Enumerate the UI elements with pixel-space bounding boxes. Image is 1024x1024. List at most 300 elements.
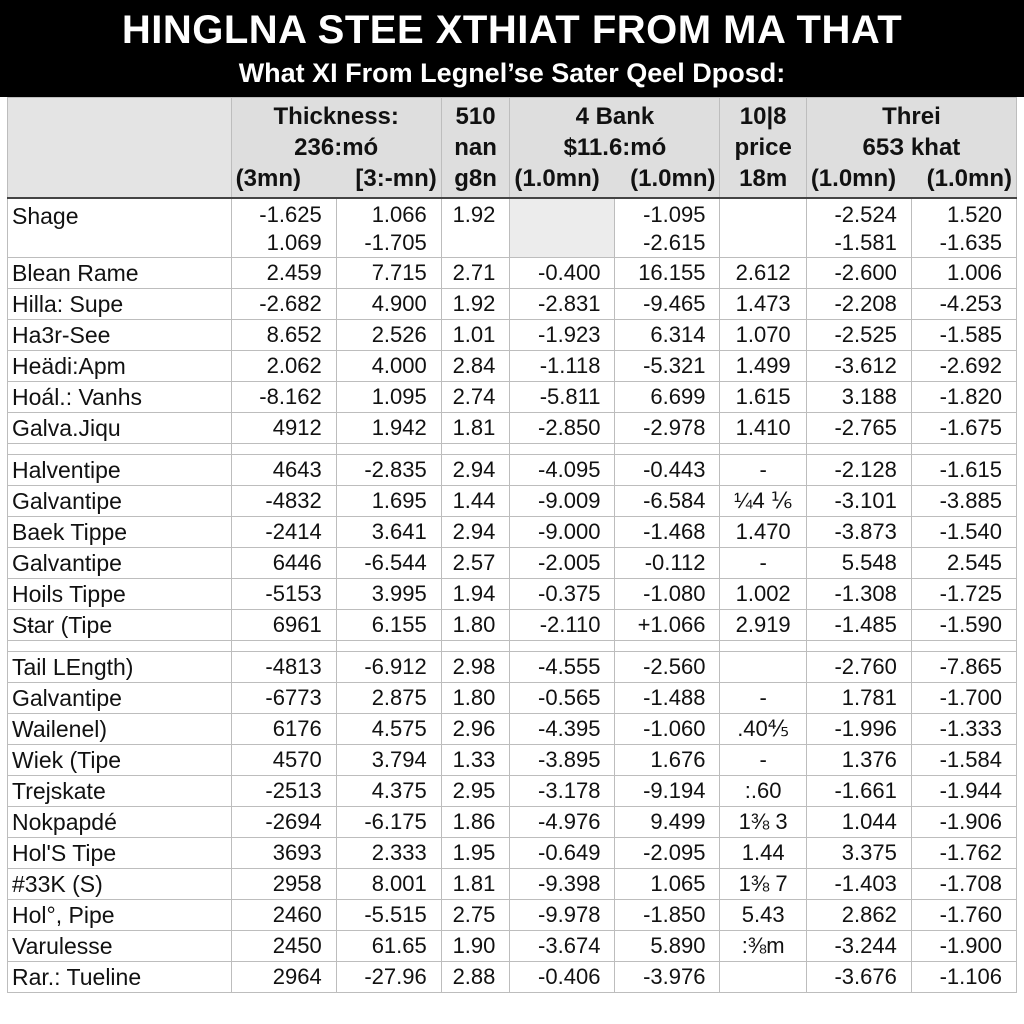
- cell-h1: -1.403: [806, 869, 911, 900]
- cell-t2: 7.715: [336, 258, 441, 289]
- cell-b2: 16.155: [615, 258, 720, 289]
- cell-b1: -0.406: [510, 962, 615, 993]
- cell-t1: 6176: [231, 714, 336, 745]
- page-subtitle: What XI From Legnel’se Sater Ԛeel Dposd:: [238, 57, 786, 88]
- cell-h2: -1.590: [911, 610, 1016, 641]
- cell-h2: 1.006: [911, 258, 1016, 289]
- cell-t1: -2414: [231, 517, 336, 548]
- page-title: HINGLNA STEE XTHIAT FROM MA THAT: [121, 7, 903, 52]
- separator-cell: [441, 444, 510, 455]
- cell-price: 2.919: [720, 610, 806, 641]
- cell-t2: 8.001: [336, 869, 441, 900]
- row-name: Shage: [8, 198, 232, 258]
- table-header: [8, 98, 1017, 199]
- row-name: Galvantipe: [8, 683, 232, 714]
- table-row: [8, 652, 1017, 683]
- cell-h1: -1.308: [806, 579, 911, 610]
- cell-c510: 1.33: [441, 745, 510, 776]
- cell-h1: 2.862: [806, 900, 911, 931]
- cell-b1: -1.118: [510, 351, 615, 382]
- cell-t2: 1.942: [336, 413, 441, 444]
- cell-t2: 6.155: [336, 610, 441, 641]
- cell-c510: 1.94: [441, 579, 510, 610]
- header-bank-left: (1.0mn): [514, 165, 600, 192]
- row-name: Heädi:Apm: [8, 351, 232, 382]
- cell-price: -: [720, 745, 806, 776]
- cell-price: :.60: [720, 776, 806, 807]
- cell-h2: -7.865: [911, 652, 1016, 683]
- row-name: Blean Rame: [8, 258, 232, 289]
- cell-price: 1.002: [720, 579, 806, 610]
- header-510-line2: nan: [454, 134, 497, 161]
- cell-b1: -2.110: [510, 610, 615, 641]
- cell-price: 1.070: [720, 320, 806, 351]
- cell-c510: 1.90: [441, 931, 510, 962]
- cell-price: -: [720, 455, 806, 486]
- header-510-line1: 510: [455, 103, 496, 130]
- row-name: Sŧar (Tipe: [8, 610, 232, 641]
- cell-b2: -1.060: [615, 714, 720, 745]
- cell-c510: 2.74: [441, 382, 510, 413]
- cell-price: -: [720, 683, 806, 714]
- cell-b1: -9.978: [510, 900, 615, 931]
- row-name: Hol°, Pipe: [8, 900, 232, 931]
- cell-b2: -2.560: [615, 652, 720, 683]
- row-name: Rar.: Tueline: [8, 962, 232, 993]
- cell-t2: 3.995: [336, 579, 441, 610]
- header-thickness-left: (3mn): [235, 165, 301, 192]
- table-body: [8, 198, 1017, 993]
- cell-c510: 1.44: [441, 486, 510, 517]
- cell-price: 5.43: [720, 900, 806, 931]
- cell-c510: 2.96: [441, 714, 510, 745]
- cell-t1: 6961: [231, 610, 336, 641]
- table-row: [8, 931, 1017, 962]
- separator-cell: [911, 444, 1016, 455]
- cell-c510: 1.92: [441, 289, 510, 320]
- cell-t2: -6.175: [336, 807, 441, 838]
- separator-cell: [720, 641, 806, 652]
- row-name: Wiek (Tipe: [8, 745, 232, 776]
- cell-b2: -2.095: [615, 838, 720, 869]
- table-row: [8, 548, 1017, 579]
- cell-b2: -2.978: [615, 413, 720, 444]
- cell-b2: 5.890: [615, 931, 720, 962]
- cell-b1: -0.649: [510, 838, 615, 869]
- cell-b1: -3.674: [510, 931, 615, 962]
- row-name: Halventipe: [8, 455, 232, 486]
- cell-b2: [615, 198, 720, 258]
- table-row: [8, 258, 1017, 289]
- cell-t1: 4643: [231, 455, 336, 486]
- cell-b2: -1.488: [615, 683, 720, 714]
- cell-value: -1.095: [643, 202, 706, 227]
- header-threi: [806, 98, 1016, 199]
- table-row: [8, 838, 1017, 869]
- cell-h1: -3.244: [806, 931, 911, 962]
- separator-cell: [510, 641, 615, 652]
- cell-value: -2.524: [834, 202, 897, 227]
- cell-t1: -2.682: [231, 289, 336, 320]
- cell-t2: [336, 198, 441, 258]
- cell-c510: 2.71: [441, 258, 510, 289]
- cell-b2: -6.584: [615, 486, 720, 517]
- cell-h2: -1.725: [911, 579, 1016, 610]
- table-row: [8, 486, 1017, 517]
- cell-price: [720, 198, 806, 258]
- cell-c510: 2.75: [441, 900, 510, 931]
- cell-price: -: [720, 548, 806, 579]
- table-row: [8, 683, 1017, 714]
- cell-h2: -1.615: [911, 455, 1016, 486]
- cell-price: [720, 962, 806, 993]
- cell-t1: 2958: [231, 869, 336, 900]
- cell-t2: 1.695: [336, 486, 441, 517]
- cell-c510: 2.95: [441, 776, 510, 807]
- cell-price: 1.615: [720, 382, 806, 413]
- row-name: Hoils Tippe: [8, 579, 232, 610]
- cell-value: -2.615: [643, 230, 706, 255]
- cell-h1: -2.128: [806, 455, 911, 486]
- header-510: [441, 98, 510, 199]
- cell-value: -1.625: [259, 202, 322, 227]
- cell-h2: -1.760: [911, 900, 1016, 931]
- cell-c510: 2.94: [441, 517, 510, 548]
- header-bank-right: (1.0mn): [630, 165, 716, 192]
- cell-b1: -2.831: [510, 289, 615, 320]
- cell-b2: +1.066: [615, 610, 720, 641]
- header-price-line1: 10|8: [739, 103, 787, 130]
- separator-cell: [911, 641, 1016, 652]
- cell-h1: -2.600: [806, 258, 911, 289]
- cell-c510: 2.98: [441, 652, 510, 683]
- cell-b2: 6.314: [615, 320, 720, 351]
- cell-h2: -1.700: [911, 683, 1016, 714]
- group-separator: [8, 641, 1017, 652]
- row-name: Galvantipe: [8, 548, 232, 579]
- separator-cell: [510, 444, 615, 455]
- header-price-line3: 18m: [739, 165, 788, 192]
- cell-h1: -3.101: [806, 486, 911, 517]
- cell-c510: 1.80: [441, 683, 510, 714]
- cell-price: 1.499: [720, 351, 806, 382]
- row-name: Wailenel): [8, 714, 232, 745]
- cell-price: 1.470: [720, 517, 806, 548]
- cell-b2: -1.468: [615, 517, 720, 548]
- cell-h2: [911, 198, 1016, 258]
- cell-h2: -1.585: [911, 320, 1016, 351]
- cell-t1: 2460: [231, 900, 336, 931]
- cell-b1: -4.976: [510, 807, 615, 838]
- header-thickness: [231, 98, 441, 199]
- cell-value: -1.581: [834, 230, 897, 255]
- separator-cell: [615, 641, 720, 652]
- cell-value: 1.069: [266, 230, 322, 255]
- cell-h2: -1.708: [911, 869, 1016, 900]
- cell-t2: 1.095: [336, 382, 441, 413]
- cell-price: [720, 652, 806, 683]
- cell-c510: 2.88: [441, 962, 510, 993]
- header-thickness-line1: Thickness:: [273, 103, 399, 130]
- cell-h1: -2.760: [806, 652, 911, 683]
- row-name: Hol'S Tipe: [8, 838, 232, 869]
- separator-cell: [336, 444, 441, 455]
- header-name-cell: [8, 98, 232, 199]
- header-threi-left: (1.0mn): [810, 165, 897, 192]
- cell-t1: 2.062: [231, 351, 336, 382]
- table-row: [8, 745, 1017, 776]
- cell-price: 1⅜ 3: [720, 807, 806, 838]
- cell-price: 1.44: [720, 838, 806, 869]
- cell-t2: 4.375: [336, 776, 441, 807]
- cell-b1: -3.895: [510, 745, 615, 776]
- header-bank-line1: 4 Bank: [575, 103, 655, 130]
- header-bank: [510, 98, 720, 199]
- cell-h2: -1.540: [911, 517, 1016, 548]
- cell-c510: 2.94: [441, 455, 510, 486]
- header-bank-line2: $11.6:mó: [563, 134, 667, 161]
- cell-h2: -1.106: [911, 962, 1016, 993]
- cell-t1: -6773: [231, 683, 336, 714]
- cell-b2: -1.080: [615, 579, 720, 610]
- cell-h1: -2.765: [806, 413, 911, 444]
- table-row: [8, 455, 1017, 486]
- cell-h1: 3.188: [806, 382, 911, 413]
- cell-value: 1.520: [946, 202, 1002, 227]
- cell-c510: 1.95: [441, 838, 510, 869]
- cell-c510: 1.01: [441, 320, 510, 351]
- cell-h1: 3.375: [806, 838, 911, 869]
- cell-h2: -1.900: [911, 931, 1016, 962]
- cell-h1: 5.548: [806, 548, 911, 579]
- row-name: Varulesse: [8, 931, 232, 962]
- cell-b1: -0.375: [510, 579, 615, 610]
- cell-price: :⅜m: [720, 931, 806, 962]
- row-name: Trejskate: [8, 776, 232, 807]
- cell-t1: 8.652: [231, 320, 336, 351]
- cell-t2: 2.875: [336, 683, 441, 714]
- cell-b2: -0.112: [615, 548, 720, 579]
- cell-t2: 2.333: [336, 838, 441, 869]
- cell-h1: 1.044: [806, 807, 911, 838]
- row-name: Tail LEngth): [8, 652, 232, 683]
- table-row: [8, 351, 1017, 382]
- cell-h1: -1.485: [806, 610, 911, 641]
- header-price: [720, 98, 806, 199]
- cell-h2: -1.906: [911, 807, 1016, 838]
- cell-t1: -4813: [231, 652, 336, 683]
- table-row: [8, 382, 1017, 413]
- cell-t1: 4570: [231, 745, 336, 776]
- cell-b2: 1.065: [615, 869, 720, 900]
- cell-b1: [510, 198, 615, 258]
- row-name: Hilla: Supe: [8, 289, 232, 320]
- cell-value: -1.635: [939, 230, 1002, 255]
- cell-b2: -9.465: [615, 289, 720, 320]
- cell-b1: -9.009: [510, 486, 615, 517]
- cell-h1: 1.376: [806, 745, 911, 776]
- cell-t2: 4.000: [336, 351, 441, 382]
- cell-t1: -5153: [231, 579, 336, 610]
- cell-b1: -4.395: [510, 714, 615, 745]
- cell-h1: -2.525: [806, 320, 911, 351]
- separator-cell: [806, 444, 911, 455]
- cell-b1: -4.555: [510, 652, 615, 683]
- separator-cell: [615, 444, 720, 455]
- cell-h1: 1.781: [806, 683, 911, 714]
- separator-cell: [8, 444, 232, 455]
- cell-c510: 1.80: [441, 610, 510, 641]
- cell-b1: -2.005: [510, 548, 615, 579]
- cell-t2: 4.575: [336, 714, 441, 745]
- cell-b1: -4.095: [510, 455, 615, 486]
- row-name: Galvantipe: [8, 486, 232, 517]
- cell-t1: 2964: [231, 962, 336, 993]
- cell-h1: -2.208: [806, 289, 911, 320]
- separator-cell: [720, 444, 806, 455]
- cell-t1: 4912: [231, 413, 336, 444]
- cell-h2: -1.820: [911, 382, 1016, 413]
- cell-price: 2.612: [720, 258, 806, 289]
- cell-b1: -2.850: [510, 413, 615, 444]
- cell-h2: -1.333: [911, 714, 1016, 745]
- cell-b2: -9.194: [615, 776, 720, 807]
- cell-h2: -1.584: [911, 745, 1016, 776]
- row-name: Galva.Jiqu: [8, 413, 232, 444]
- table-row: [8, 869, 1017, 900]
- cell-t2: 2.526: [336, 320, 441, 351]
- header-threi-right: (1.0mn): [926, 165, 1012, 192]
- cell-price: 1.410: [720, 413, 806, 444]
- cell-t1: -8.162: [231, 382, 336, 413]
- cell-t2: -2.835: [336, 455, 441, 486]
- separator-cell: [8, 641, 232, 652]
- cell-h1: -1.996: [806, 714, 911, 745]
- table-row: [8, 579, 1017, 610]
- header-threi-line2: 65З khat: [862, 134, 961, 161]
- table-row: [8, 610, 1017, 641]
- cell-price: .40⅘: [720, 714, 806, 745]
- separator-cell: [336, 641, 441, 652]
- cell-b1: -1.923: [510, 320, 615, 351]
- cell-value: 1.92: [452, 202, 496, 227]
- cell-t1: -2694: [231, 807, 336, 838]
- cell-price: 1.473: [720, 289, 806, 320]
- separator-cell: [231, 641, 336, 652]
- cell-c510: 2.57: [441, 548, 510, 579]
- cell-value: 1.066: [371, 202, 427, 227]
- cell-b1: -0.565: [510, 683, 615, 714]
- cell-c510: 2.84: [441, 351, 510, 382]
- cell-h2: 2.545: [911, 548, 1016, 579]
- table-row: [8, 900, 1017, 931]
- cell-b2: 1.676: [615, 745, 720, 776]
- cell-t2: 61.65: [336, 931, 441, 962]
- cell-c510: 1.81: [441, 869, 510, 900]
- cell-price: ¼4 ⅙: [720, 486, 806, 517]
- table-row: [8, 320, 1017, 351]
- cell-c510: 1.86: [441, 807, 510, 838]
- cell-t1: -2513: [231, 776, 336, 807]
- group-separator: [8, 444, 1017, 455]
- cell-h2: -1.675: [911, 413, 1016, 444]
- cell-t1: -4832: [231, 486, 336, 517]
- cell-t2: -27.96: [336, 962, 441, 993]
- cell-t2: 4.900: [336, 289, 441, 320]
- cell-b2: -3.976: [615, 962, 720, 993]
- separator-cell: [806, 641, 911, 652]
- cell-h1: -3.676: [806, 962, 911, 993]
- cell-t1: 2.459: [231, 258, 336, 289]
- cell-b1: -0.400: [510, 258, 615, 289]
- cell-b1: -5.811: [510, 382, 615, 413]
- row-name: Ha3r-See: [8, 320, 232, 351]
- table-row: [8, 776, 1017, 807]
- cell-b2: -0.443: [615, 455, 720, 486]
- cell-h1: [806, 198, 911, 258]
- cell-t2: -5.515: [336, 900, 441, 931]
- title-banner: [0, 0, 1024, 97]
- row-name: Baek Tippe: [8, 517, 232, 548]
- cell-h1: -1.661: [806, 776, 911, 807]
- cell-b2: 6.699: [615, 382, 720, 413]
- cell-h2: -3.885: [911, 486, 1016, 517]
- table-row: [8, 714, 1017, 745]
- cell-t2: -6.544: [336, 548, 441, 579]
- cell-h2: -2.692: [911, 351, 1016, 382]
- cell-h1: -3.873: [806, 517, 911, 548]
- row-name: Nokpapdé: [8, 807, 232, 838]
- row-name: #33K (S): [8, 869, 232, 900]
- cell-c510: 1.81: [441, 413, 510, 444]
- cell-t1: [231, 198, 336, 258]
- cell-t1: 3693: [231, 838, 336, 869]
- row-name: Hoál.: Vanhs: [8, 382, 232, 413]
- table-row: [8, 962, 1017, 993]
- cell-b2: -5.321: [615, 351, 720, 382]
- header-510-line3: g8n: [454, 165, 497, 192]
- header-thickness-right: [3:-mn): [355, 165, 437, 192]
- cell-value: -1.705: [364, 230, 427, 255]
- header-threi-line1: Threi: [882, 103, 941, 130]
- separator-cell: [231, 444, 336, 455]
- separator-cell: [441, 641, 510, 652]
- cell-h1: -3.612: [806, 351, 911, 382]
- cell-t1: 6446: [231, 548, 336, 579]
- cell-b2: -1.850: [615, 900, 720, 931]
- cell-510: [441, 198, 510, 258]
- table-row: [8, 413, 1017, 444]
- cell-t1: 2450: [231, 931, 336, 962]
- table-row: [8, 289, 1017, 320]
- cell-h2: -4.253: [911, 289, 1016, 320]
- cell-h2: -1.944: [911, 776, 1016, 807]
- table-row: [8, 198, 1017, 258]
- cell-price: 1⅜ 7: [720, 869, 806, 900]
- table-row: [8, 517, 1017, 548]
- table-row: [8, 807, 1017, 838]
- cell-b1: -9.398: [510, 869, 615, 900]
- cell-t2: 3.641: [336, 517, 441, 548]
- cell-b1: -9.000: [510, 517, 615, 548]
- cell-b2: 9.499: [615, 807, 720, 838]
- cell-h2: -1.762: [911, 838, 1016, 869]
- header-thickness-line2: 236:mó: [294, 134, 379, 161]
- header-price-line2: price: [734, 134, 792, 161]
- cell-b1: -3.178: [510, 776, 615, 807]
- steel-table: [7, 97, 1017, 993]
- cell-t2: 3.794: [336, 745, 441, 776]
